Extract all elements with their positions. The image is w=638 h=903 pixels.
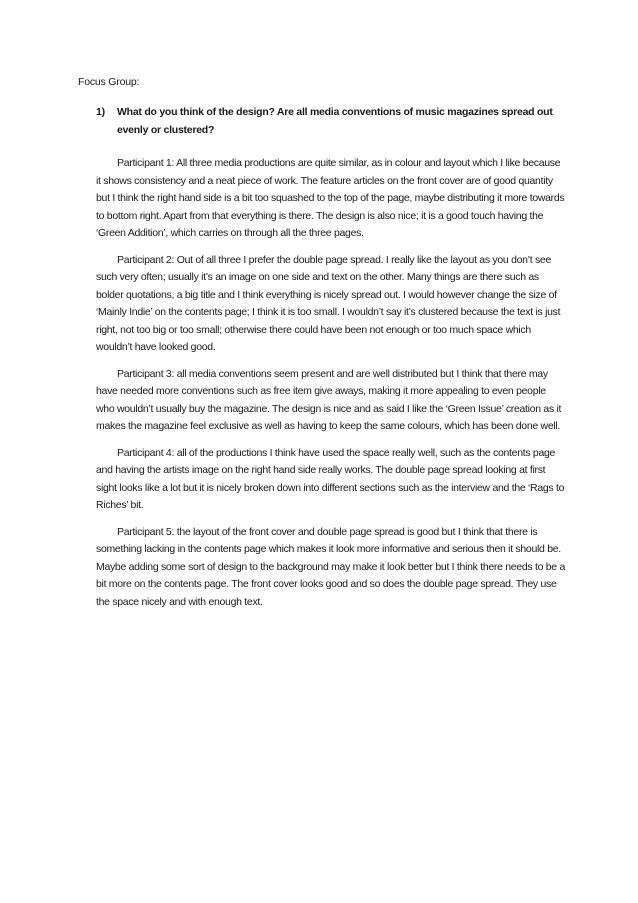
question-item: [96, 104, 566, 139]
participant-2-response: Participant 2: Out of all three I prefer the double page spread. I really like the layout as you don’t see such very often; usually it’s an image on one side and text on the other. Many things are there such as bolder quotations, a big title and I think everything is nicely spread out. I would however change the size of ‘Mainly Indie’ on the contents page; I think it is too small. I wouldn’t say it’s clustered because the text is just right, not too big or too small; otherwise there could have been not enough or too much space which wouldn’t have looked good.: [96, 253, 561, 353]
question-number: 1): [96, 106, 105, 118]
question-text: What do you think of the design? Are all media conventions of music magazines spread out evenly or clustered?: [117, 106, 553, 136]
participant-3-response: Participant 3: all media conventions seem present and are well distributed but I think that there may have needed more conventions such as free item give aways, making it more appealing to even people who wouldn’t usually buy the magazine. The design is nice and as said I like the ‘Green Issue’ creation as it makes the magazine feel exclusive as well as having to keep the same colours, which has been done well.: [96, 367, 562, 432]
document-title: Focus Group:: [78, 76, 140, 88]
participant-1-response: Participant 1: All three media productions are quite similar, as in colour and layout which I like because it shows consistency and a neat piece of work. The feature articles on the front cover are of good quantity but I think the right hand side is a bit too squashed to the top of the page, maybe distributing it more towards to bottom right. Apart from that everything is there. The design is also nice; it is a good touch having the ‘Green Addition’, which carries on through all the three pages.: [96, 157, 565, 239]
participant-4-response: Participant 4: all of the productions I think have used the space really well, such as the contents page and having the artists image on the right hand side really works. The double page spread looking at first sight looks like a lot but it is nicely broken down into different sections such as the interview and the ‘Rags to Riches’ bit.: [96, 446, 565, 511]
participant-5-response: Participant 5: the layout of the front cover and double page spread is good but I think that there is something lacking in the contents page which makes it look more informative and serious then it should be. Maybe adding some sort of design to the background may make it look better but I think there needs to be a bit more on the contents page. The front cover looks good and so does the double page spread. They use the space nicely and with enough text.: [96, 525, 565, 608]
responses-section: [96, 155, 566, 620]
